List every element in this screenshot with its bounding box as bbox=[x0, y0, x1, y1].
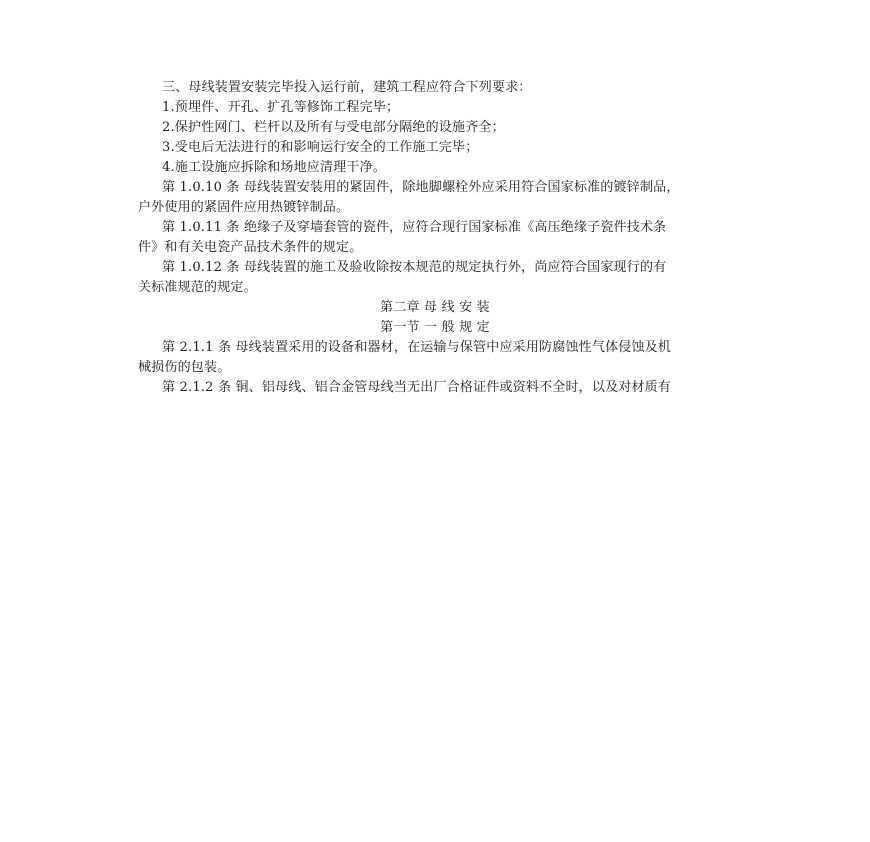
section-heading: 第一节 一 般 规 定 bbox=[380, 320, 490, 335]
article-2-1-1: 第 2.1.1 条 母线装置采用的设备和器材，在运输与保管中应采用防腐蚀性气体侵蚀及机 bbox=[162, 340, 672, 355]
list-item: 4.施工设施应拆除和场地应清理干净。 bbox=[162, 160, 387, 175]
paragraph: 三、母线装置安装完毕投入运行前，建筑工程应符合下列要求： bbox=[162, 80, 532, 95]
article-1-0-12-cont: 关标准规范的规定。 bbox=[138, 280, 257, 295]
list-item: 1.预埋件、开孔、扩孔等修饰工程完毕； bbox=[162, 100, 400, 115]
list-item: 2.保护性网门、栏杆以及所有与受电部分隔绝的设施齐全； bbox=[162, 120, 505, 135]
chapter-heading: 第二章 母 线 安 装 bbox=[380, 300, 490, 315]
article-1-0-10-cont: 户外使用的紧固件应用热镀锌制品。 bbox=[138, 200, 350, 215]
article-1-0-10: 第 1.0.10 条 母线装置安装用的紧固件，除地脚螺栓外应采用符合国家标准的镀锌制品， bbox=[162, 180, 680, 195]
list-item: 3.受电后无法进行的和影响运行安全的工作施工完毕； bbox=[162, 140, 479, 155]
article-1-0-11-cont: 件》和有关电瓷产品技术条件的规定。 bbox=[138, 240, 363, 255]
article-1-0-12: 第 1.0.12 条 母线装置的施工及验收除按本规范的规定执行外，尚应符合国家现行的有 bbox=[162, 260, 667, 275]
article-2-1-1-cont: 械损伤的包装。 bbox=[138, 360, 231, 375]
article-1-0-11: 第 1.0.11 条 绝缘子及穿墙套管的瓷件，应符合现行国家标准《高压绝缘子瓷件技术条 bbox=[162, 220, 667, 235]
article-2-1-2: 第 2.1.2 条 铜、铝母线、铝合金管母线当无出厂合格证件或资料不全时，以及对材质有 bbox=[162, 380, 672, 395]
